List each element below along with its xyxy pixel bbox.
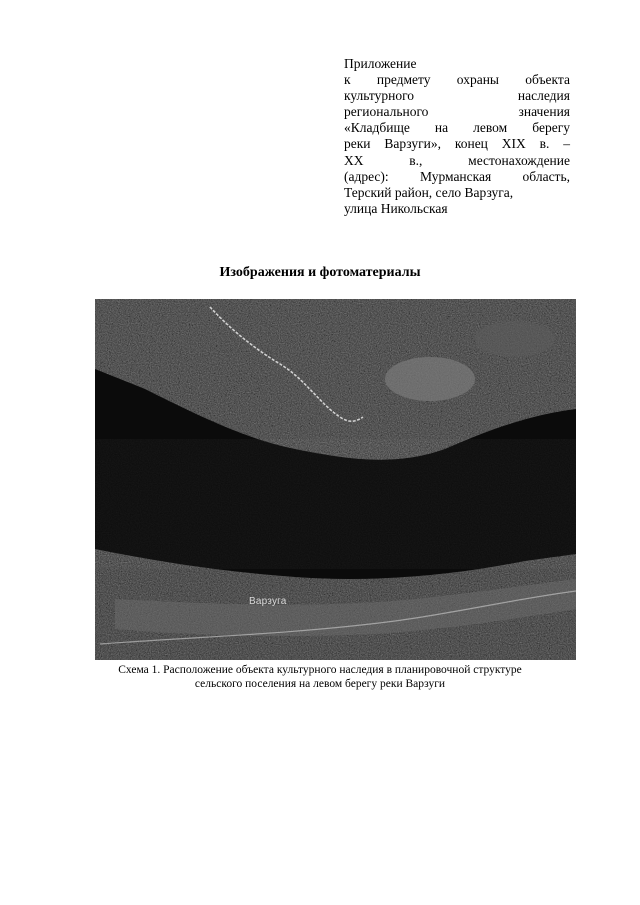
map-place-label: Варзуга	[249, 596, 287, 607]
appendix-line-7: XX в., местонахождение	[344, 152, 570, 168]
satellite-photo-art	[95, 299, 576, 660]
appendix-line-4: регионального значения	[344, 104, 570, 120]
appendix-line-10: улица Никольская	[344, 200, 448, 216]
figure-caption	[70, 663, 570, 691]
appendix-line-1: Приложение	[344, 56, 417, 71]
section-title: Изображения и фотоматериалы	[219, 265, 421, 280]
appendix-line-3: культурного наследия	[344, 88, 570, 104]
appendix-line-9: Терский район, село Варзуга,	[344, 184, 514, 200]
appendix-line-2: к предмету охраны объекта	[344, 72, 570, 88]
appendix-line-5: «Кладбище на левом берегу	[344, 120, 570, 136]
satellite-photo	[95, 299, 576, 660]
caption-line-2: сельского поселения на левом берегу реки Варзуги	[194, 678, 446, 690]
appendix-header	[344, 56, 570, 217]
appendix-line-8: (адрес): Мурманская область,	[344, 168, 570, 184]
caption-line-1: Схема 1. Расположение объекта культурного наследия в планировочной структуре	[118, 664, 522, 676]
appendix-line-6: реки Варзуги», конец XIX в. –	[344, 136, 570, 152]
